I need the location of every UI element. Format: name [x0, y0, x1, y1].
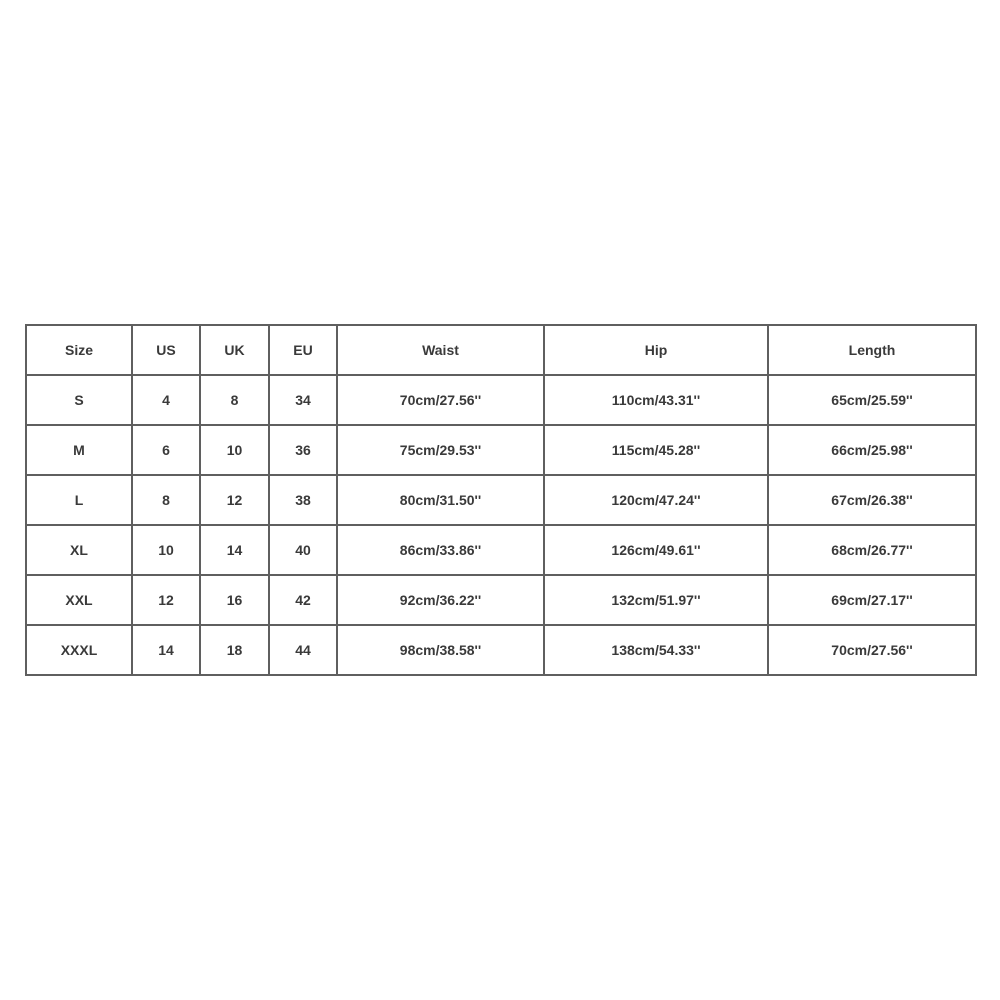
cell-size: S [26, 375, 132, 425]
cell-uk: 14 [200, 525, 269, 575]
table-row [26, 375, 976, 425]
cell-length: 69cm/27.17'' [768, 575, 976, 625]
cell-length: 65cm/25.59'' [768, 375, 976, 425]
cell-size: XXXL [26, 625, 132, 675]
cell-length: 70cm/27.56'' [768, 625, 976, 675]
cell-size: XXL [26, 575, 132, 625]
cell-us: 14 [132, 625, 200, 675]
cell-hip: 115cm/45.28'' [544, 425, 768, 475]
cell-waist: 70cm/27.56'' [337, 375, 544, 425]
cell-eu: 38 [269, 475, 337, 525]
cell-us: 4 [132, 375, 200, 425]
cell-uk: 16 [200, 575, 269, 625]
column-header-us: US [132, 325, 200, 375]
cell-length: 68cm/26.77'' [768, 525, 976, 575]
cell-hip: 138cm/54.33'' [544, 625, 768, 675]
table-row [26, 625, 976, 675]
cell-waist: 80cm/31.50'' [337, 475, 544, 525]
cell-us: 10 [132, 525, 200, 575]
cell-us: 12 [132, 575, 200, 625]
table-row [26, 425, 976, 475]
table-row [26, 525, 976, 575]
cell-size: XL [26, 525, 132, 575]
column-header-length: Length [768, 325, 976, 375]
table-row [26, 575, 976, 625]
cell-eu: 40 [269, 525, 337, 575]
column-header-hip: Hip [544, 325, 768, 375]
cell-eu: 36 [269, 425, 337, 475]
cell-us: 6 [132, 425, 200, 475]
cell-eu: 42 [269, 575, 337, 625]
cell-eu: 44 [269, 625, 337, 675]
cell-size: L [26, 475, 132, 525]
cell-uk: 12 [200, 475, 269, 525]
cell-uk: 18 [200, 625, 269, 675]
column-header-waist: Waist [337, 325, 544, 375]
cell-uk: 10 [200, 425, 269, 475]
cell-waist: 86cm/33.86'' [337, 525, 544, 575]
cell-hip: 110cm/43.31'' [544, 375, 768, 425]
column-header-eu: EU [269, 325, 337, 375]
cell-waist: 92cm/36.22'' [337, 575, 544, 625]
cell-us: 8 [132, 475, 200, 525]
cell-waist: 98cm/38.58'' [337, 625, 544, 675]
cell-length: 67cm/26.38'' [768, 475, 976, 525]
cell-hip: 120cm/47.24'' [544, 475, 768, 525]
column-header-uk: UK [200, 325, 269, 375]
cell-waist: 75cm/29.53'' [337, 425, 544, 475]
table-header-row [26, 325, 976, 375]
size-chart-table [25, 324, 977, 676]
cell-uk: 8 [200, 375, 269, 425]
cell-length: 66cm/25.98'' [768, 425, 976, 475]
cell-eu: 34 [269, 375, 337, 425]
table-row [26, 475, 976, 525]
cell-hip: 132cm/51.97'' [544, 575, 768, 625]
column-header-size: Size [26, 325, 132, 375]
cell-size: M [26, 425, 132, 475]
cell-hip: 126cm/49.61'' [544, 525, 768, 575]
